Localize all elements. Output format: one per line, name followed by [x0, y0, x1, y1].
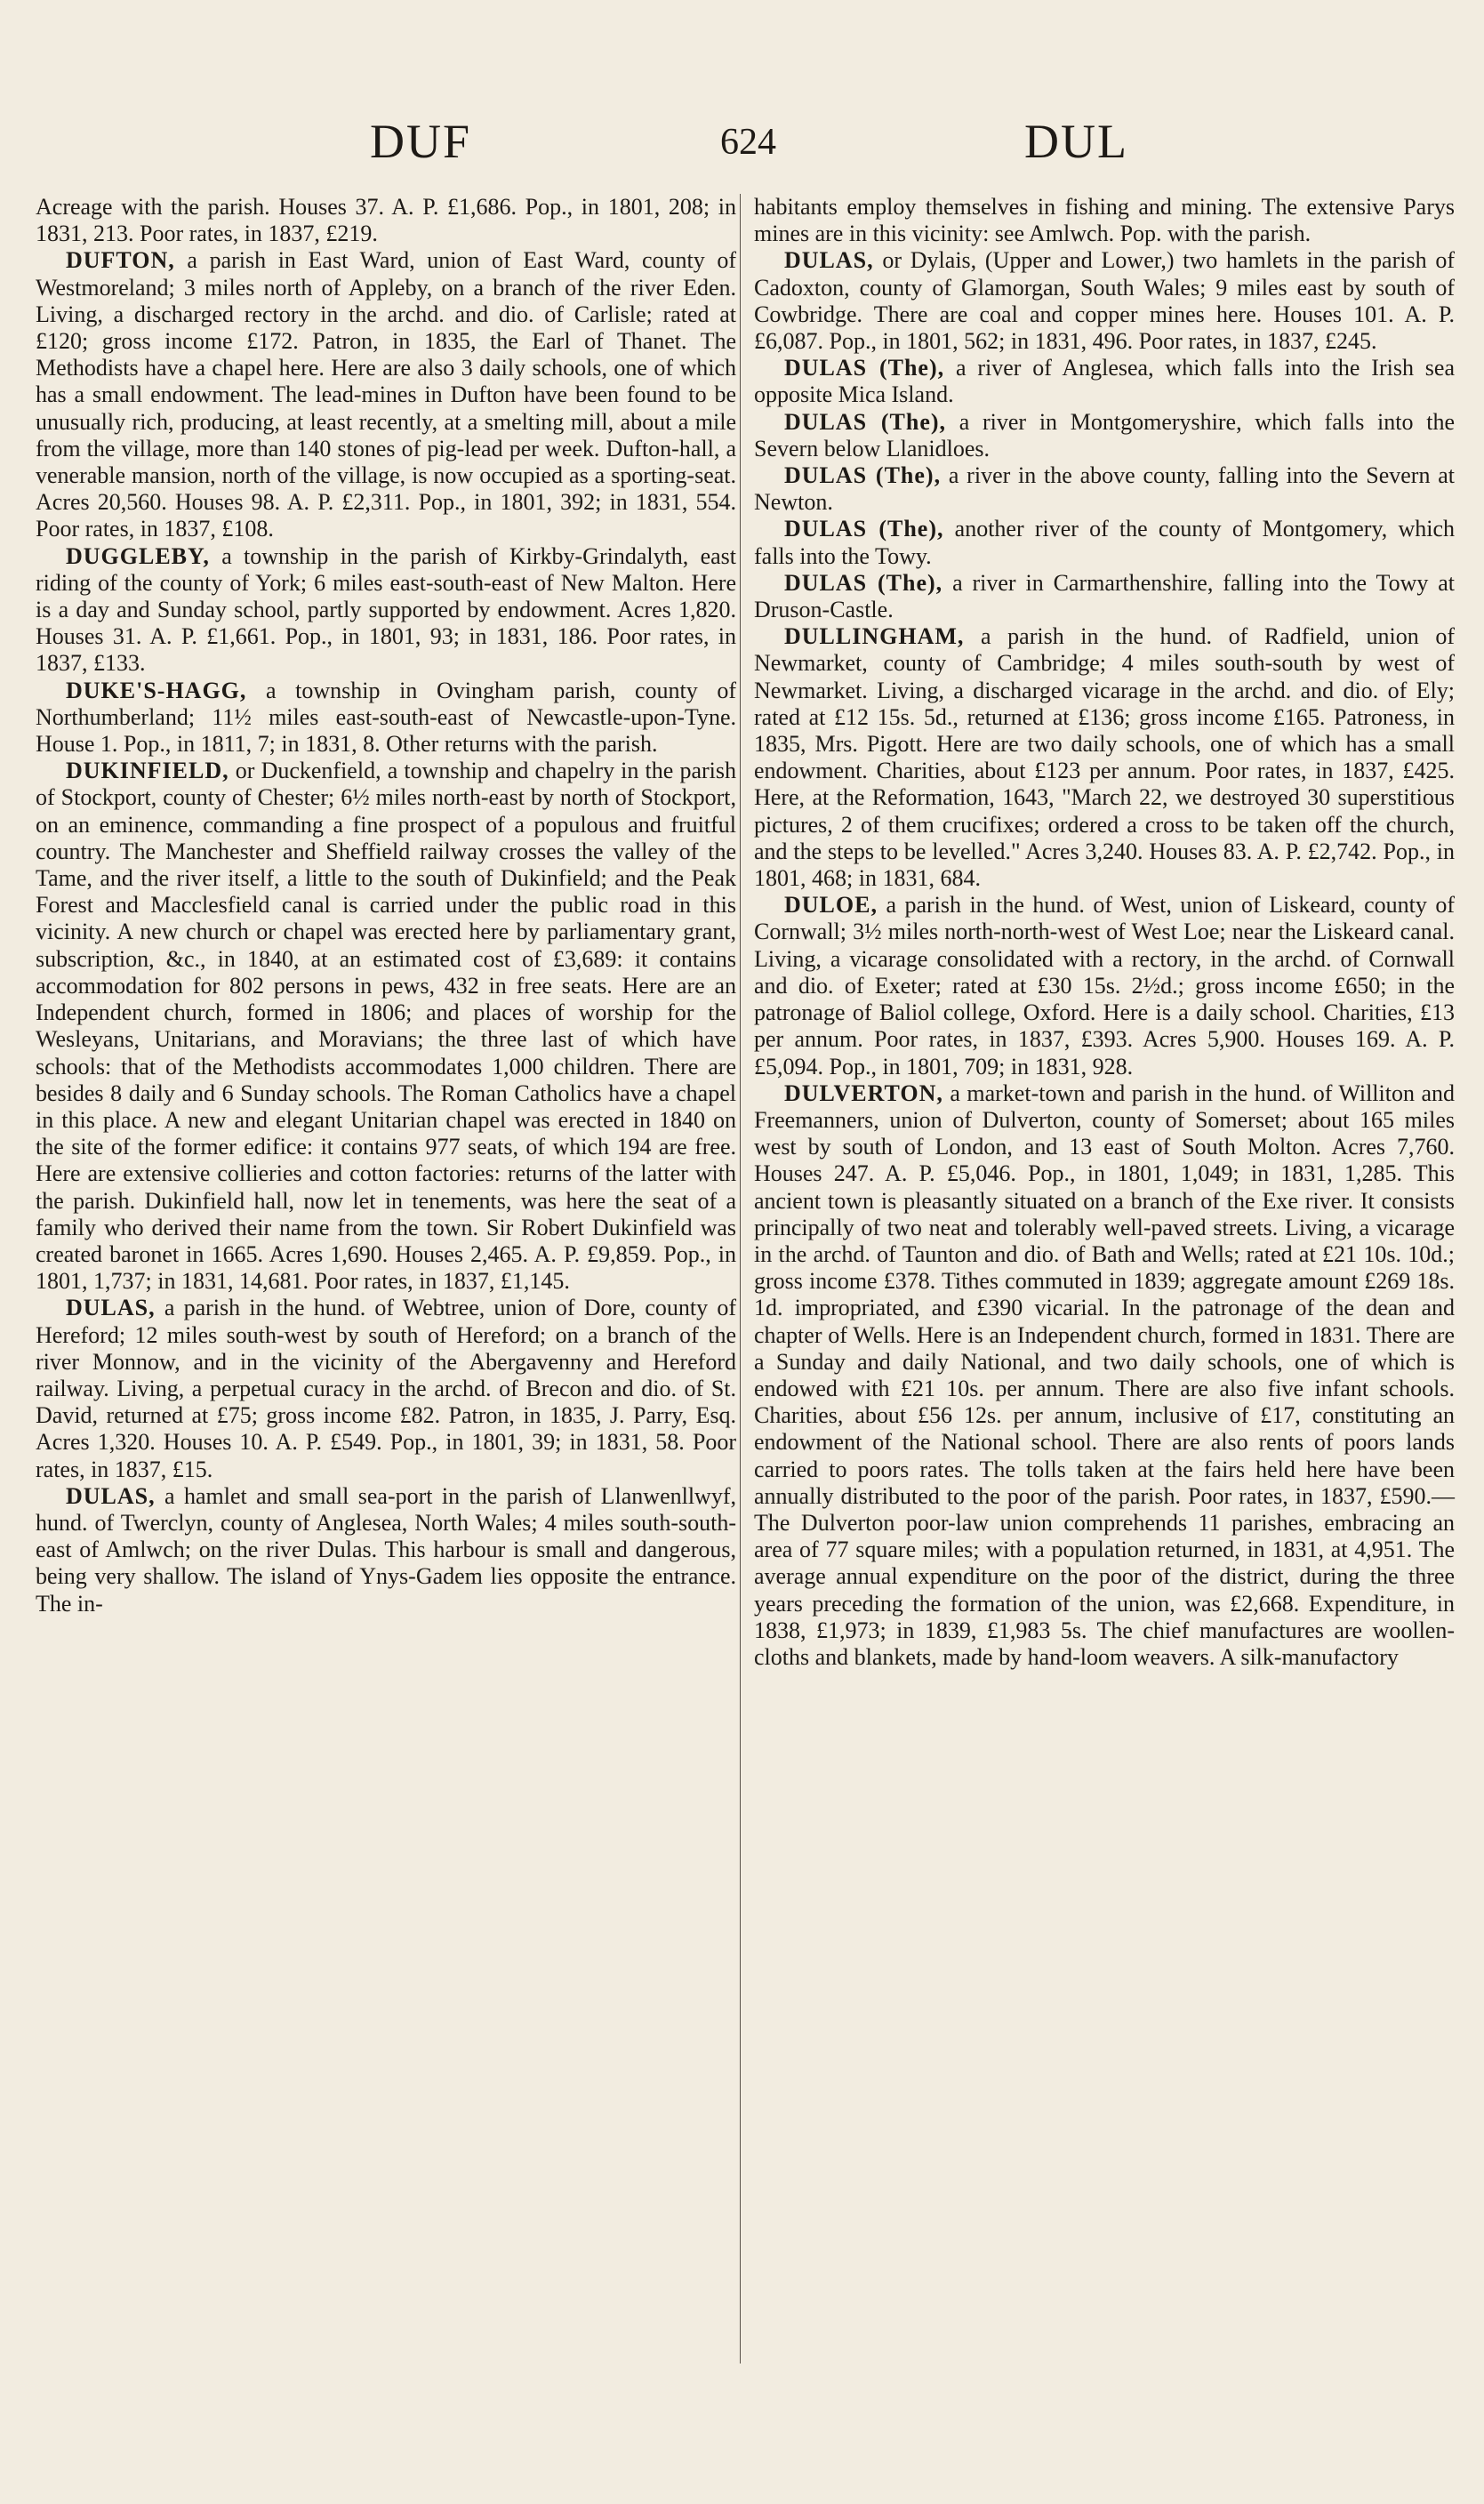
entry-text: a river in Montgomeryshire, which falls into the Severn below Llanidloes. — [754, 408, 1455, 461]
header-right-catchword: DUL — [1024, 115, 1128, 168]
entry-text: habitants employ themselves in fishing and mining. The extensive Parys mines are in this vicinity: see Amlwch. Pop. with the parish. — [754, 194, 1455, 247]
entry — [754, 247, 1455, 355]
entry — [754, 355, 1455, 408]
entry — [754, 194, 1455, 247]
entry — [36, 1295, 736, 1482]
entry-text: a parish in the hund. of Webtree, union of Dore, county of Hereford; 12 miles south-west by south of Hereford; on a branch of the river Monnow, and in the vicinity of the Abergavenny and Hereford railway. Living, a perpetual curacy in the archd. of Brecon and dio. of St. David, returned at £75; gross income £82. Patron, in 1835, J. Parry, Esq. Acres 1,320. Houses 10. A. P. £549. Pop., in 1801, 39; in 1831, 58. Poor rates, in 1837, £15. — [36, 1295, 736, 1482]
left-column — [36, 194, 736, 1617]
entry-text: another river of the county of Montgomery, which falls into the Towy. — [754, 516, 1455, 569]
entry-text: a parish in the hund. of Radfield, union of Newmarket, county of Cambridge; 4 miles south-south by west of Newmarket. Living, a discharged vicarage in the archd. and dio. of Ely; rated at £12 15s. 5d., returned at £136; gross income £165. Patroness, in 1835, Mrs. Pigott. Here are two daily schools, one of which has a small endowment. Charities, about £123 per annum. Poor rates, in 1837, £425. Here, at the Reformation, 1643, "March 22, we destroyed 30 superstitious pictures, 2 of them crucifixes; ordered a cross to be taken off the church, and the steps to be levelled." Acres 3,240. Houses 83. A. P. £2,742. Pop., in 1801, 468; in 1831, 684. — [754, 623, 1455, 892]
entry-headword: DULAS (The), — [784, 355, 945, 381]
entry — [36, 1483, 736, 1617]
entry-text: a river of Anglesea, which falls into the Irish sea opposite Mica Island. — [754, 355, 1456, 408]
entry-text: a township in Ovingham parish, county of Northumberland; 11½ miles east-south-east of Newcastle-upon-Tyne. House 1. Pop., in 1811, 7; in 1831, 8. Other returns with the parish. — [36, 677, 736, 758]
entry-headword: DULAS (The), — [784, 569, 943, 596]
entry — [754, 892, 1455, 1079]
entry-text: or Duckenfield, a township and chapelry in the parish of Stockport, county of Chester; 6½ miles north-east by north of Stockport, on an eminence, commanding a fine prospect of a populous and fruitful country. The Manchester and Sheffield railway crosses the valley of the Tame, and the river itself, a little to the south of Dukinfield; and the Peak Forest and Macclesfield canal is carried under the public road in this vicinity. A new church or chapel was erected here by parliamentary grant, subscription, &c., in 1840, at an estimated cost of £3,689: it contains accommodation for 802 persons in pews, 432 in free seats. Here are an Independent church, formed in 1806; and places of worship for the Wesleyans, Unitarians, and Moravians; the three last of which have schools: that of the Methodists accommodates 1,000 children. There are besides 8 daily and 6 Sunday schools. The Roman Catholics have a chapel in this place. A new and elegant Unitarian chapel was erected in 1840 on the site of the former edifice: it contains 977 seats, of which 194 are free. Here are extensive collieries and cotton factories: returns of the latter with the parish. Dukinfield hall, now let in tenements, was here the seat of a family who derived their name from the town. Sir Robert Dukinfield was created baronet in 1665. Acres 1,690. Houses 2,465. A. P. £9,859. Pop., in 1801, 1,737; in 1831, 14,681. Poor rates, in 1837, £1,145. — [36, 758, 736, 1295]
right-column — [754, 194, 1455, 1671]
entry — [754, 623, 1455, 892]
entry-text: Acreage with the parish. Houses 37. A. P. £1,686. Pop., in 1801, 208; in 1831, 213. Poor rates, in 1837, £219. — [36, 194, 736, 247]
entry-headword: DULAS (The), — [784, 462, 942, 489]
entry-text: a river in Carmarthenshire, falling into the Towy at Druson-Castle. — [754, 569, 1456, 623]
entry — [754, 1080, 1455, 1671]
entry-text: a township in the parish of Kirkby-Grindalyth, east riding of the county of York; 6 miles east-south-east of New Malton. Here is a day and Sunday school, partly supported by endowment. Acres 1,820. Houses 31. A. P. £1,661. Pop., in 1801, 93; in 1831, 186. Poor rates, in 1837, £133. — [36, 542, 736, 677]
entry-headword: DUKE'S-HAGG, — [66, 677, 247, 703]
entry — [754, 462, 1455, 516]
header-left-catchword: DUF — [370, 115, 472, 168]
entry-headword: DULVERTON, — [784, 1079, 943, 1106]
entry — [36, 758, 736, 1295]
entry-text: a hamlet and small sea-port in the parish of Llanwenllwyf, hund. of Twerclyn, county of Anglesea, North Wales; 4 miles south-south-east of Amlwch; on the river Dulas. This harbour is small and dangerous, being very shallow. The island of Ynys-Gadem lies opposite the entrance. The in- — [36, 1482, 736, 1617]
entry-headword: DUGGLEBY, — [66, 542, 210, 569]
entry-text: a parish in East Ward, union of East Ward, county of Westmoreland; 3 miles north of Appleby, on a branch of the river Eden. Living, a discharged rectory in the archd. and dio. of Carlisle; rated at £120; gross income £172. Patron, in 1835, the Earl of Thanet. The Methodists have a chapel here. Here are also 3 daily schools, one of which has a small endowment. The lead-mines in Dufton have been found to be unusually rich, producing, at least recently, at a smelting mill, about a mile from the village, more than 140 stones of pig-lead per week. Dufton-hall, a venerable mansion, north of the village, is now occupied as a sporting-seat. Acres 20,560. Houses 98. A. P. £2,311. Pop., in 1801, 392; in 1831, 554. Poor rates, in 1837, £108. — [36, 247, 736, 542]
entry — [36, 543, 736, 678]
column-divider — [740, 194, 741, 2364]
entry-headword: DULAS, — [784, 247, 874, 274]
entry-text: a river in the above county, falling into the Severn at Newton. — [754, 462, 1455, 516]
entry-text: or Dylais, (Upper and Lower,) two hamlets in the parish of Cadoxton, county of Glamorgan, South Wales; 9 miles east by south of Cowbridge. There are coal and copper mines here. Houses 101. A. P. £6,087. Pop., in 1801, 562; in 1831, 496. Poor rates, in 1837, £245. — [754, 247, 1455, 355]
entry — [36, 247, 736, 542]
entry-text: a market-town and parish in the hund. of Williton and Freemanners, union of Dulverton, county of Somerset; about 165 miles west by south of London, and 13 east of South Molton. Acres 7,760. Houses 247. A. P. £5,046. Pop., in 1801, 1,049; in 1831, 1,285. This ancient town is pleasantly situated on a branch of the Exe river. It consists principally of two neat and tolerably well-paved streets. Living, a vicarage in the archd. of Taunton and dio. of Bath and Wells; rated at £21 10s. 10d.; gross income £378. Tithes commuted in 1839; aggregate amount £269 18s. 1d. impropriated, and £390 vicarial. In the patronage of the dean and chapter of Wells. Here is an Independent church, formed in 1831. There are a Sunday and daily National, and two daily schools, one of which is endowed with £21 10s. per annum. There are also five infant schools. Charities, about £56 12s. per annum, inclusive of £17, constituting an endowment of the National school. There are also rents of poors lands carried to poors rates. The tolls taken at the fairs held here have been annually distributed to the poor of the parish. Poor rates, in 1837, £590.—The Dulverton poor-law union comprehends 11 parishes, embracing an area of 77 square miles; with a population returned, in 1831, at 4,951. The average annual expenditure on the poor of the district, during the three years preceding the formation of the union, was £2,668. Expenditure, in 1838, £1,973; in 1839, £1,983 5s. The chief manufactures are woollen-cloths and blankets, made by hand-loom weavers. A silk-manufactory — [754, 1079, 1455, 1670]
entry-headword: DULOE, — [784, 892, 878, 919]
entry-headword: DUFTON, — [66, 247, 175, 274]
running-header — [0, 114, 1484, 167]
entry-text: a parish in the hund. of West, union of Liskeard, county of Cornwall; 3½ miles north-north-west of West Loe; near the Liskeard canal. Living, a vicarage consolidated with a rectory, in the archd. of Cornwall and dio. of Exeter; rated at £30 15s. 2½d.; gross income £650; in the patronage of Baliol college, Oxford. Here is a daily school. Charities, £13 per annum. Poor rates, in 1837, £393. Acres 5,900. Houses 169. A. P. £5,094. Pop., in 1801, 709; in 1831, 928. — [754, 892, 1455, 1079]
entry — [754, 409, 1455, 462]
page-number: 624 — [720, 122, 776, 163]
entry — [36, 678, 736, 758]
entry-headword: DULAS (The), — [784, 516, 944, 542]
entry — [754, 570, 1455, 623]
entry-headword: DULAS, — [66, 1295, 156, 1321]
entry-headword: DULAS, — [66, 1482, 156, 1509]
entry — [36, 194, 736, 247]
entry-headword: DULLINGHAM, — [784, 623, 965, 650]
entry-headword: DUKINFIELD, — [66, 758, 229, 784]
entry-headword: DULAS (The), — [784, 408, 947, 435]
entry — [754, 516, 1455, 569]
